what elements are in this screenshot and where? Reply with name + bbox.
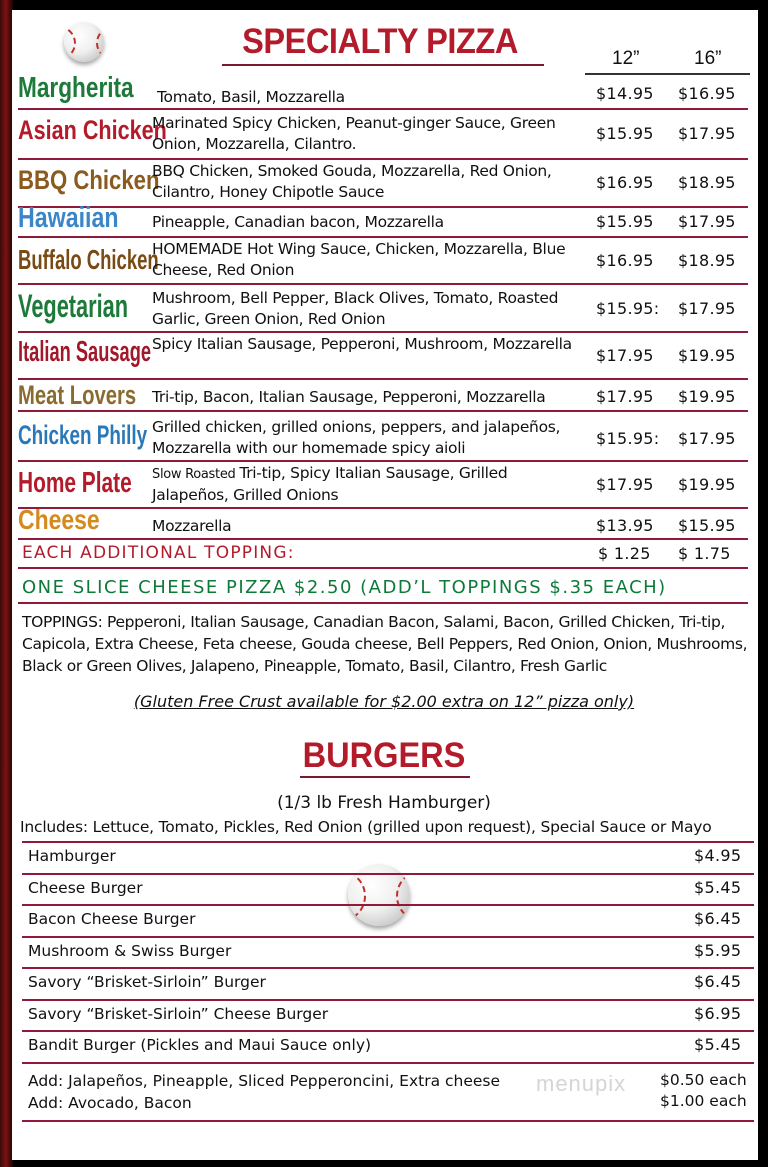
row-divider xyxy=(22,873,754,875)
pizza-price-16: $18.95 xyxy=(678,251,736,270)
addon-price: $1.00 each xyxy=(660,1092,747,1110)
pizza-description: Tomato, Basil, Mozzarella xyxy=(157,88,345,106)
burger-price: $6.95 xyxy=(694,1004,742,1023)
pizza-price-12: $16.95 xyxy=(596,251,654,270)
toppings-list: TOPPINGS: Pepperoni, Italian Sausage, Canadian Bacon, Salami, Bacon, Grilled Chicken, Tri-tip, Capicola, Extra Cheese, Feta cheese, Gouda cheese, Bell Peppers, Red Onion, Onion, Mushrooms, Black or Green Olives, Jalapeno, Pineapple, Tomato, Basil, Cilantro, Fresh Garlic xyxy=(22,613,748,675)
row-divider xyxy=(18,206,748,208)
row-divider xyxy=(22,1062,754,1064)
pizza-price-16: $17.95 xyxy=(678,299,736,318)
burger-name: Savory “Brisket-Sirloin” Cheese Burger xyxy=(28,1005,329,1023)
baseball-icon xyxy=(64,22,104,62)
addon-line: Add: Avocado, Bacon xyxy=(28,1094,192,1112)
pizza-price-16: $17.95 xyxy=(678,429,736,448)
pizza-name: Margherita xyxy=(18,72,134,104)
pizza-price-16: $17.95 xyxy=(678,212,736,231)
addon-price: $0.50 each xyxy=(660,1071,747,1089)
pizza-description: Grilled chicken, grilled onions, peppers, and jalapeños, Mozzarella with our homemade spicy aioli xyxy=(152,418,561,457)
pizza-name: Vegetarian xyxy=(18,288,129,324)
watermark: menupix xyxy=(536,1071,627,1096)
pizza-price-12: $15.95 xyxy=(596,124,654,143)
pizza-name: Buffalo Chicken xyxy=(18,244,159,275)
row-divider xyxy=(18,158,748,160)
row-divider xyxy=(22,936,754,938)
pizza-description xyxy=(152,463,584,506)
pizza-price-16: $15.95 xyxy=(678,516,736,535)
row-divider xyxy=(18,538,748,540)
slice-offer: ONE SLICE CHEESE PIZZA $2.50 (ADD’L TOPPINGS $.35 EACH) xyxy=(22,577,667,598)
row-divider xyxy=(22,841,754,843)
gluten-free-note: (Gluten Free Crust available for $2.00 extra on 12” pizza only) xyxy=(133,692,635,711)
pizza-price-16: $19.95 xyxy=(678,387,736,406)
title-underline xyxy=(300,776,470,778)
row-divider xyxy=(22,999,754,1001)
pizza-name: Cheese xyxy=(18,504,100,535)
burger-name: Hamburger xyxy=(28,847,116,865)
burger-price: $6.45 xyxy=(694,909,742,928)
size-16-header: 16” xyxy=(694,48,722,69)
pizza-price-12: $15.95 xyxy=(596,212,654,231)
pizza-price-12: $17.95 xyxy=(596,346,654,365)
pizza-description: Pineapple, Canadian bacon, Mozzarella xyxy=(152,213,444,231)
pizza-name: Home Plate xyxy=(18,467,132,499)
burger-price: $5.45 xyxy=(694,878,742,897)
pizza-description: Mushroom, Bell Pepper, Black Olives, Tomato, Roasted Garlic, Green Onion, Red Onion xyxy=(152,289,559,328)
pizza-price-12: $15.95: xyxy=(596,299,660,318)
row-divider xyxy=(18,108,748,110)
pizza-price-16: $19.95 xyxy=(678,475,736,494)
pizza-price-12: $17.95 xyxy=(596,387,654,406)
pizza-description-prefix: Slow Roasted xyxy=(152,467,240,482)
pizza-name: Meat Lovers xyxy=(18,380,137,410)
pizza-description: HOMEMADE Hot Wing Sauce, Chicken, Mozzarella, Blue Cheese, Red Onion xyxy=(152,240,566,279)
pizza-description-text: Tri-tip, Spicy Italian Sausage, Grilled Jalapeños, Grilled Onions xyxy=(152,464,508,504)
row-divider xyxy=(22,967,754,969)
burger-price: $5.45 xyxy=(694,1035,742,1054)
burger-name: Bandit Burger (Pickles and Maui Sauce only) xyxy=(28,1036,372,1054)
burger-price: $5.95 xyxy=(694,941,742,960)
additional-topping-price-16: $ 1.75 xyxy=(678,544,731,563)
pizza-price-12: $15.95: xyxy=(596,429,660,448)
row-divider xyxy=(18,602,748,604)
additional-topping-price-12: $ 1.25 xyxy=(598,544,651,563)
pizza-section-title: SPECIALTY PIZZA xyxy=(242,22,518,61)
pizza-name: Hawaiian xyxy=(18,202,119,234)
pizza-price-16: $18.95 xyxy=(678,173,736,192)
title-underline xyxy=(222,64,544,66)
pizza-price-16: $16.95 xyxy=(678,84,736,103)
burger-name: Cheese Burger xyxy=(28,879,143,897)
row-divider xyxy=(18,410,748,412)
pizza-price-12: $14.95 xyxy=(596,84,654,103)
pizza-price-16: $17.95 xyxy=(678,124,736,143)
burger-price: $6.45 xyxy=(694,972,742,991)
pizza-name: Chicken Philly xyxy=(18,420,148,450)
row-divider xyxy=(18,507,748,509)
addon-line: Add: Jalapeños, Pineapple, Sliced Pepperoncini, Extra cheese xyxy=(28,1072,501,1090)
row-divider xyxy=(18,236,748,238)
pizza-description: Tri-tip, Bacon, Italian Sausage, Pepperoni, Mozzarella xyxy=(152,388,546,406)
size-header-rule xyxy=(585,73,750,75)
pizza-name: Asian Chicken xyxy=(18,115,167,145)
burger-name: Mushroom & Swiss Burger xyxy=(28,942,232,960)
pizza-description: BBQ Chicken, Smoked Gouda, Mozzarella, Red Onion, Cilantro, Honey Chipotle Sauce xyxy=(152,162,552,201)
burgers-includes: Includes: Lettuce, Tomato, Pickles, Red Onion (grilled upon request), Special Sauce or Mayo xyxy=(20,818,712,836)
pizza-price-16: $19.95 xyxy=(678,346,736,365)
pizza-price-12: $16.95 xyxy=(596,173,654,192)
pizza-price-12: $13.95 xyxy=(596,516,654,535)
burgers-subtitle: (1/3 lb Fresh Hamburger) xyxy=(277,793,491,813)
pizza-name: BBQ Chicken xyxy=(18,165,160,195)
pizza-name: Italian Sausage xyxy=(18,336,152,368)
burgers-section-title: BURGERS xyxy=(302,736,466,775)
row-divider xyxy=(18,331,748,333)
row-divider xyxy=(18,283,748,285)
burger-name: Savory “Brisket-Sirloin” Burger xyxy=(28,973,266,991)
size-12-header: 12” xyxy=(612,48,640,69)
row-divider xyxy=(18,567,748,569)
pizza-description: Spicy Italian Sausage, Pepperoni, Mushroom, Mozzarella xyxy=(152,335,572,353)
pizza-price-12: $17.95 xyxy=(596,475,654,494)
burger-name: Bacon Cheese Burger xyxy=(28,910,196,928)
burger-price: $4.95 xyxy=(694,846,742,865)
row-divider xyxy=(22,1030,754,1032)
pizza-description: Mozzarella xyxy=(152,517,232,535)
additional-topping-label: EACH ADDITIONAL TOPPING: xyxy=(22,543,295,563)
row-divider xyxy=(22,904,754,906)
row-divider xyxy=(22,1120,754,1122)
pizza-description: Marinated Spicy Chicken, Peanut-ginger Sauce, Green Onion, Mozzarella, Cilantro. xyxy=(152,114,556,153)
row-divider xyxy=(18,460,748,462)
